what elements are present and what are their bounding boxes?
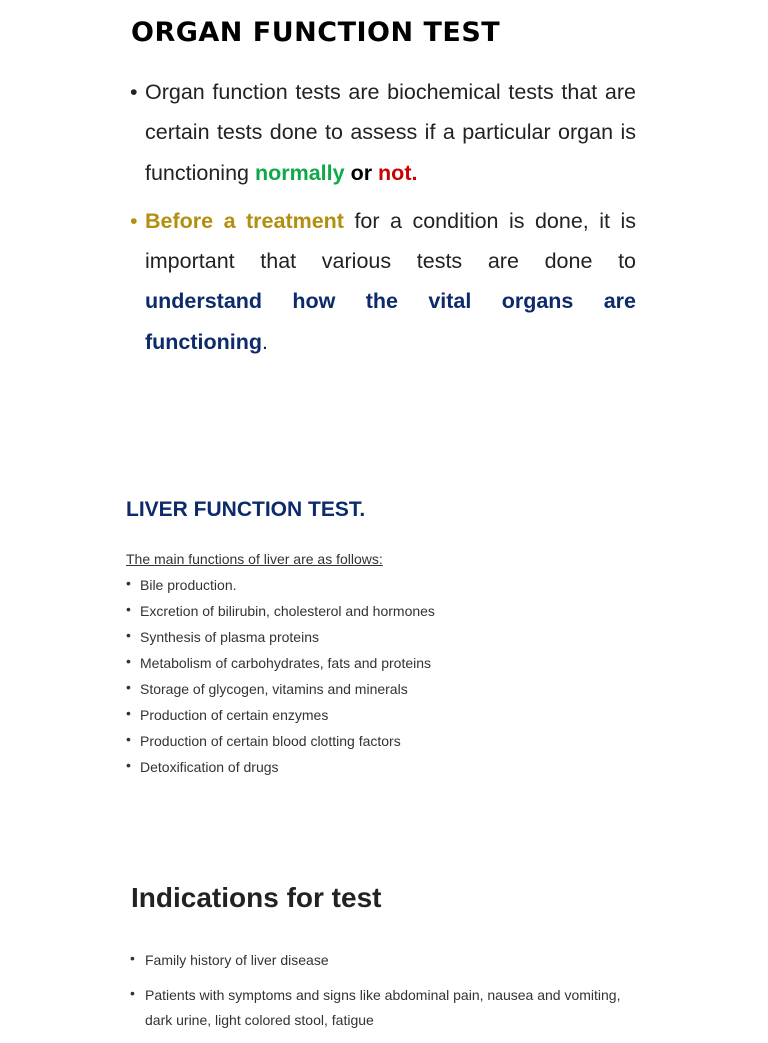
list-item-text: Excretion of bilirubin, cholesterol and hormones bbox=[140, 603, 435, 619]
list-item bbox=[126, 754, 435, 780]
bullet: • bbox=[130, 985, 135, 1001]
liver-functions-list bbox=[126, 572, 435, 780]
importance-text: for a condition is done, it is important that various tests are done to bbox=[145, 208, 637, 274]
indications-title: Indications for test bbox=[131, 882, 382, 913]
bullet: • bbox=[130, 208, 138, 233]
list-item-text: Patients with symptoms and signs like abdominal pain, nausea and vomiting, dark urine, light colored stool, fatigue bbox=[145, 987, 621, 1028]
highlight-before-treatment: Before a treatment bbox=[145, 208, 344, 233]
list-item bbox=[126, 598, 435, 624]
highlight-not: not. bbox=[378, 160, 418, 185]
highlight-understand: understand how the vital organs are functioning bbox=[145, 289, 636, 354]
highlight-normally: normally bbox=[254, 160, 345, 185]
bullet: • bbox=[126, 575, 131, 591]
list-item bbox=[126, 572, 435, 598]
list-item-text: Detoxification of drugs bbox=[140, 759, 279, 775]
list-item bbox=[130, 983, 630, 1033]
list-item bbox=[130, 948, 630, 973]
bullet: • bbox=[126, 679, 131, 695]
liver-intro: The main functions of liver are as follows: bbox=[126, 551, 383, 567]
list-item bbox=[126, 650, 435, 676]
highlight-or: or bbox=[344, 160, 379, 185]
list-item bbox=[126, 702, 435, 728]
bullet: • bbox=[126, 653, 131, 669]
list-item bbox=[126, 676, 435, 702]
organ-test-points bbox=[130, 72, 636, 370]
bullet: • bbox=[126, 601, 131, 617]
definition-text: Organ function tests are biochemical tests that are certain tests done to assess if a particular organ is functioning bbox=[145, 80, 636, 185]
page-title: ORGAN FUNCTION TEST bbox=[131, 17, 501, 48]
list-item bbox=[126, 624, 435, 650]
bullet: • bbox=[126, 757, 131, 773]
list-item-text: Production of certain blood clotting factors bbox=[140, 733, 401, 749]
list-item-text: Family history of liver disease bbox=[145, 952, 329, 968]
importance-end: . bbox=[262, 329, 269, 354]
organ-test-point-importance bbox=[130, 201, 636, 362]
list-item-text: Synthesis of plasma proteins bbox=[140, 629, 319, 645]
bullet: • bbox=[126, 627, 131, 643]
list-item bbox=[126, 728, 435, 754]
list-item-text: Production of certain enzymes bbox=[140, 707, 329, 723]
bullet: • bbox=[126, 705, 131, 721]
bullet: • bbox=[130, 80, 138, 104]
bullet: • bbox=[130, 950, 135, 966]
liver-section-title: LIVER FUNCTION TEST. bbox=[126, 498, 366, 521]
indications-list bbox=[130, 948, 630, 1043]
organ-test-point-definition bbox=[130, 72, 636, 193]
list-item-text: Bile production. bbox=[140, 577, 237, 593]
list-item-text: Metabolism of carbohydrates, fats and proteins bbox=[140, 655, 432, 671]
bullet: • bbox=[126, 731, 131, 747]
list-item-text: Storage of glycogen, vitamins and minerals bbox=[140, 681, 408, 697]
